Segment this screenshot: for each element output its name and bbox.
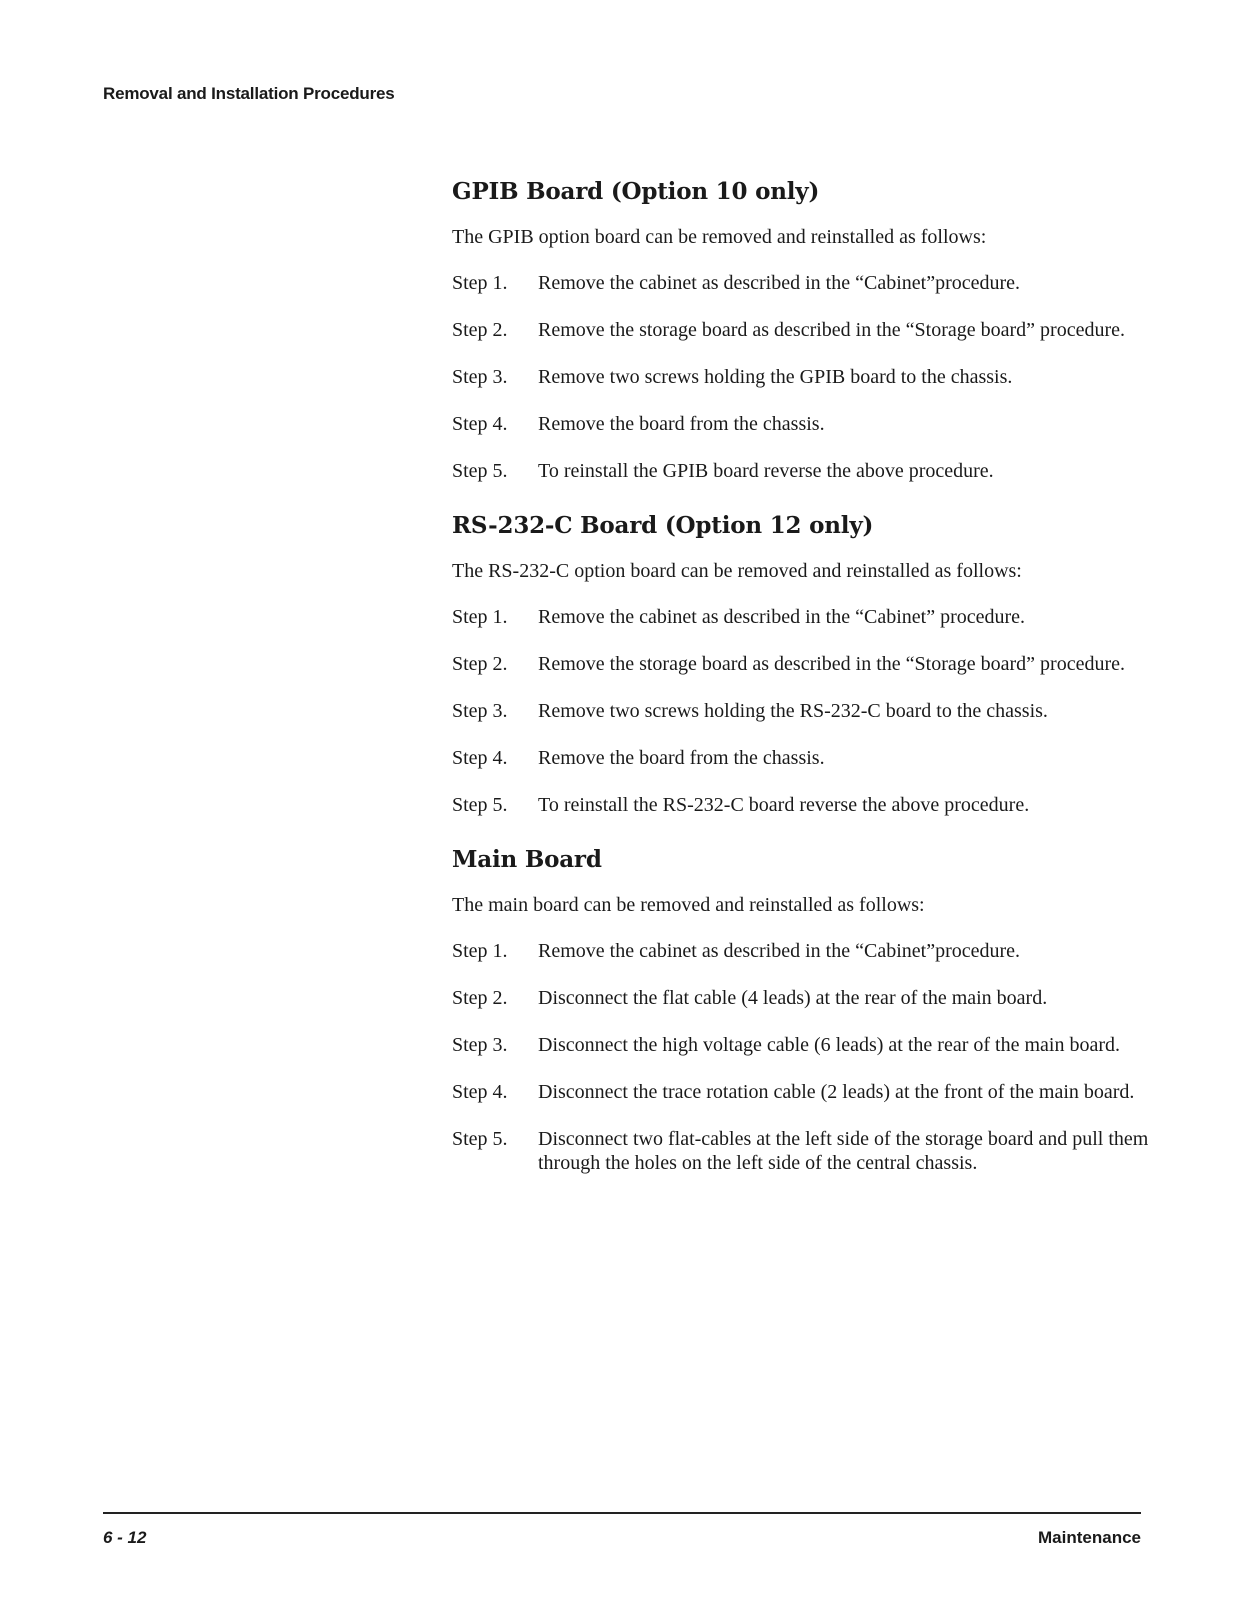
step-text: Remove the board from the chassis. [538,413,825,435]
page-content [452,178,1152,1204]
step-text: Remove the cabinet as described in the “Cabinet”procedure. [538,940,1021,962]
step-label: Step 5. [452,794,508,816]
step-text: Disconnect two flat-cables at the left side of the storage board and pull them through the holes on the left side of the central chassis. [538,1128,1149,1174]
section-title: GPIB Board (Option 10 only) [452,178,820,205]
step-text: To reinstall the RS-232-C board reverse the above procedure. [538,794,1030,816]
step-label: Step 3. [452,1034,508,1056]
section-intro: The main board can be removed and reinstalled as follows: [452,894,925,916]
step-item [452,605,1152,629]
step-item [452,459,1152,483]
step-text: Remove the storage board as described in the “Storage board” procedure. [538,653,1125,675]
step-label: Step 3. [452,366,508,388]
step-item [452,412,1152,436]
step-text: Disconnect the flat cable (4 leads) at the rear of the main board. [538,987,1048,1009]
section-rs232c-board [452,512,1152,817]
running-title: Removal and Installation Procedures [103,84,395,103]
step-item [452,652,1152,676]
step-label: Step 4. [452,1081,508,1103]
step-label: Step 2. [452,653,508,675]
step-item [452,986,1152,1010]
chapter-name: Maintenance [1038,1528,1141,1547]
section-title: Main Board [452,846,602,873]
step-label: Step 5. [452,460,508,482]
step-text: To reinstall the GPIB board reverse the above procedure. [538,460,994,482]
step-item [452,365,1152,389]
step-label: Step 2. [452,987,508,1009]
step-text: Remove the cabinet as described in the “Cabinet”procedure. [538,272,1021,294]
section-gpib-board [452,178,1152,483]
step-item [452,1033,1152,1057]
page-number: 6 - 12 [103,1528,147,1547]
section-main-board [452,846,1152,1175]
step-label: Step 4. [452,747,508,769]
step-text: Disconnect the trace rotation cable (2 leads) at the front of the main board. [538,1081,1135,1103]
step-label: Step 3. [452,700,508,722]
step-label: Step 1. [452,606,508,628]
step-text: Remove the board from the chassis. [538,747,825,769]
section-title: RS-232-C Board (Option 12 only) [452,512,874,539]
step-item [452,271,1152,295]
section-intro: The GPIB option board can be removed and reinstalled as follows: [452,226,987,248]
step-item [452,318,1152,342]
step-text: Disconnect the high voltage cable (6 leads) at the rear of the main board. [538,1034,1120,1056]
step-text: Remove the cabinet as described in the “Cabinet” procedure. [538,606,1026,628]
step-label: Step 1. [452,272,508,294]
step-item [452,746,1152,770]
step-item [452,793,1152,817]
step-item [452,939,1152,963]
step-label: Step 5. [452,1128,508,1150]
step-item [452,1127,1152,1175]
step-label: Step 2. [452,319,508,341]
step-item [452,699,1152,723]
step-label: Step 4. [452,413,508,435]
step-text: Remove two screws holding the RS-232-C board to the chassis. [538,700,1048,722]
step-item [452,1080,1152,1104]
footer-rule [103,1512,1141,1514]
step-label: Step 1. [452,940,508,962]
step-text: Remove two screws holding the GPIB board to the chassis. [538,366,1013,388]
step-text: Remove the storage board as described in the “Storage board” procedure. [538,319,1125,341]
section-intro: The RS-232-C option board can be removed and reinstalled as follows: [452,560,1022,582]
